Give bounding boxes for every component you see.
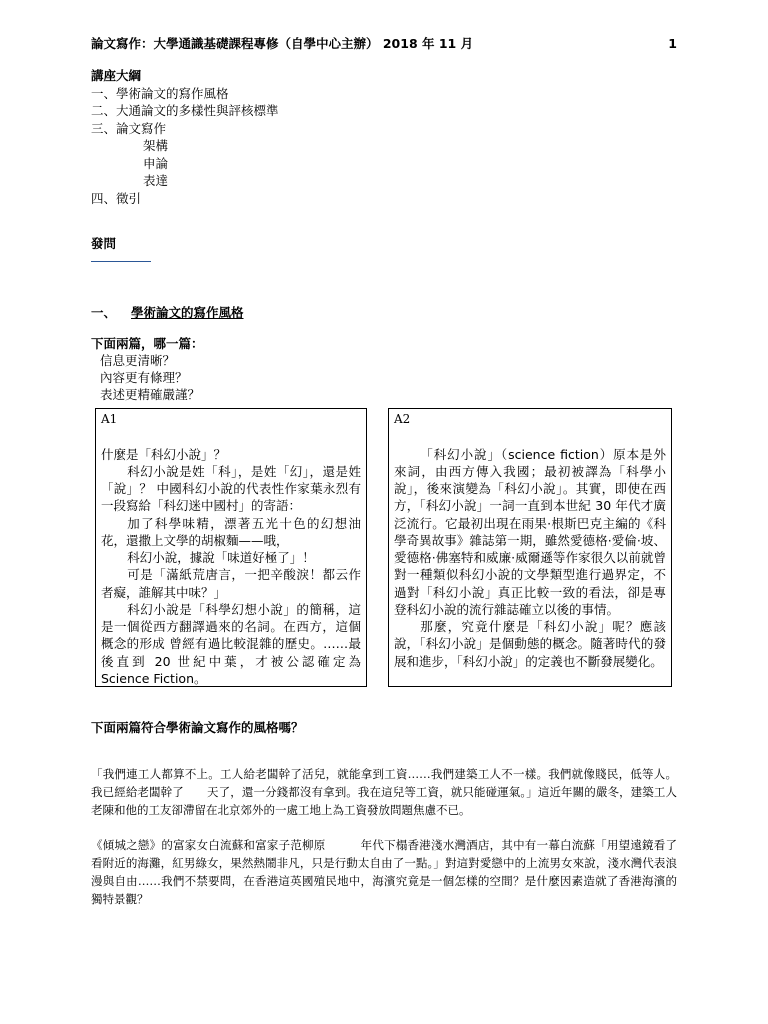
- outline-sub-item: 表達: [143, 173, 169, 188]
- comparison-question: 下面兩篇，哪一篇：: [91, 336, 204, 351]
- box-label: A1: [101, 412, 118, 426]
- header-title: 論文寫作：大學通識基礎課程專修（自學中心主辦） 2018 年 11 月: [91, 36, 474, 51]
- outline-sub-item: 申論: [143, 155, 169, 171]
- box-text: 加了科學味精，漂著五光十色的幻想油花，還撒上文學的胡椒麵——哦，: [101, 515, 361, 548]
- questions-heading: 發問: [91, 236, 117, 251]
- outline-heading: 講座大綱: [91, 68, 142, 83]
- outline-item: 一、學術論文的寫作風格: [91, 85, 229, 101]
- outline-item: 三、論文寫作: [91, 120, 167, 136]
- page-header: [91, 36, 677, 53]
- questions-answer-line: [91, 261, 151, 262]
- sample-paragraph-1: 「我們連工人都算不上。工人給老闆幹了活兒，就能拿到工資……我們建築工人不一樣。我們就像賤民，低等人。我已經給老闆幹了 天了，還一分錢都沒有拿到。我在這兒等工資，就只能碰運氣。」這近年關的嚴冬，建築工人老陳和他的工友卻滯留在北京郊外的一處工地上為工資發放問題焦慮不已。: [91, 767, 677, 818]
- sample-box-a2: [388, 408, 672, 687]
- page-number: 1: [668, 36, 677, 51]
- box-text: 什麼是「科幻小說」？: [101, 446, 227, 462]
- box-label: A2: [394, 412, 411, 426]
- section-title: 學術論文的寫作風格: [131, 305, 244, 320]
- comparison-criterion: 信息更清晰？: [100, 352, 176, 368]
- sample-paragraph-2: 《傾城之戀》的富家女白流蘇和富家子范柳原 年代下榻香港淺水灣酒店，其中有一幕白流蘇「用望遠鏡看了看附近的海灘，紅男綠女，果然熱鬧非凡，只是行動太自由了一點。」對這對愛戀中的上流男女來說，淺水灣代表浪漫與自由……我們不禁要問，在香港這英國殖民地中，海濱究竟是一個怎樣的空間？是什麼因素造就了香港海濱的獨特景觀？: [91, 838, 677, 907]
- sample-box-a1: [95, 408, 367, 687]
- section-number: 一、: [91, 305, 117, 320]
- comparison-criterion: 內容更有條理？: [100, 369, 188, 385]
- box-text: 科幻小說是姓「科」，是姓「幻」，還是姓「說」？ 中國科幻小說的代表性作家葉永烈有一段寫給「科幻迷中國村」的寄語：: [101, 463, 361, 514]
- box-text: 科幻小說是「科學幻想小說」的簡稱，這是一個從西方翻譯過來的名詞。在西方，這個概念的形成 曾經有過比較混雜的歷史。……最後直到 20 世紀中葉，才被公認確定為 Science Fiction。: [101, 601, 361, 686]
- box-text: 可是「滿紙荒唐言，一把辛酸淚！都云作者癡，誰解其中味？」: [101, 567, 361, 600]
- box-text: 「科幻小說」（science fiction）原本是外來詞，由西方傳入我國；最初被譯為「科學小說」，後來演變為「科幻小說」。其實，即使在西方，「科幻小說」一詞一直到本世紀 30 年代才廣泛流行。它最初出現在雨果·根斯巴克主編的《科學奇異故事》雜誌第一期，雖然愛德格·愛倫·坡、愛德格·佛塞特和威廉·威爾遜等作家很久以前就曾對一種類似科幻小說的文學類型進行過界定，不過對「科幻小說」真正比較一致的看法，卻是專登科幻小說的流行雜誌確立以後的事情。: [394, 446, 666, 617]
- outline-sub-item: 架構: [143, 138, 169, 153]
- outline-item: 四、徵引: [91, 190, 142, 206]
- section-heading: [91, 305, 244, 322]
- comparison-criterion: 表述更精確嚴謹？: [100, 386, 201, 402]
- style-question-heading: 下面兩篇符合學術論文寫作的風格嗎？: [91, 720, 304, 735]
- outline-item: 二、大通論文的多樣性與評核標準: [91, 103, 279, 118]
- box-text: 科幻小說，據說「味道好極了」！: [127, 550, 315, 566]
- lecture-outline: [91, 68, 279, 208]
- box-text: 那麼，究竟什麼是「科幻小說」呢？應該說，「科幻小說」是個動態的概念。隨著時代的發展和進步，「科幻小說」的定義也不斷發展變化。: [394, 619, 666, 669]
- comparison-prompt: [91, 336, 204, 404]
